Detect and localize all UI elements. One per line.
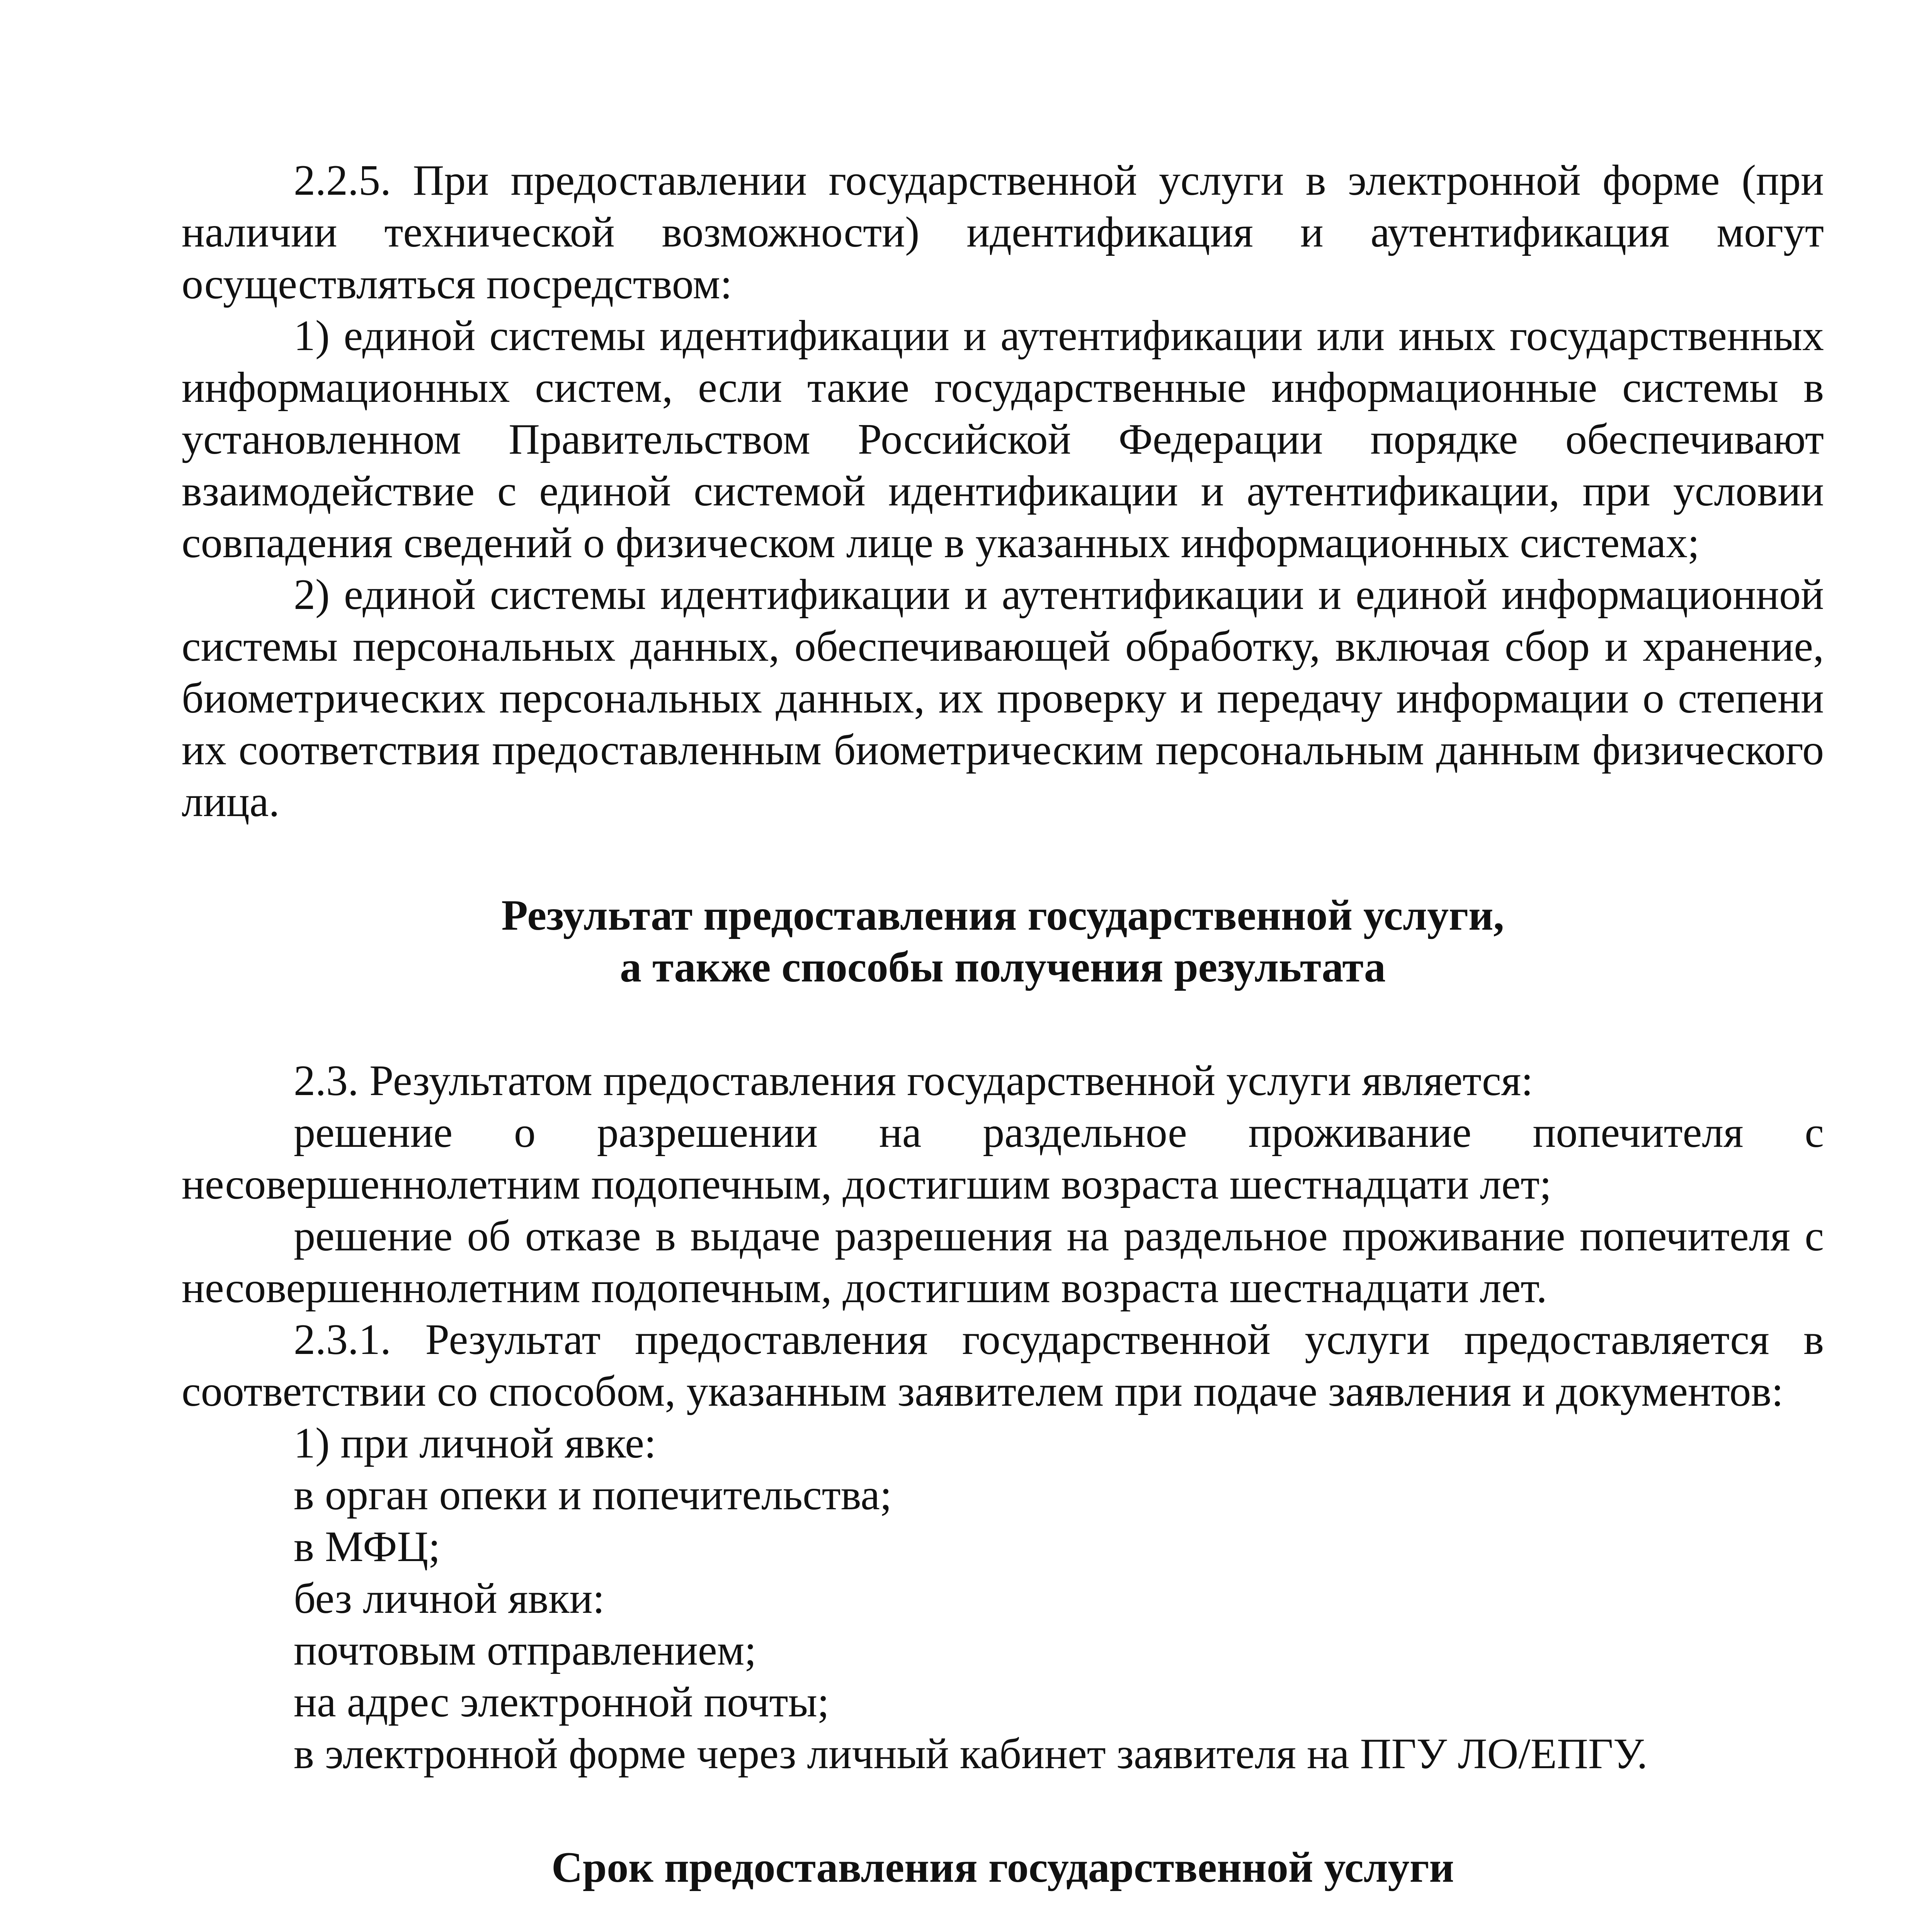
- paragraph-2-2-5-item-1: 1) единой системы идентификации и аутентификации или иных государственных информационных систем, если такие государственные информационные системы в установленном Правительством Российской Федерации порядке обеспечивают взаимодействие с единой системой идентификации и аутентификации, при условии совпадения сведений о физическом лице в указанных информационных системах;: [182, 312, 1824, 567]
- paragraph-2-2-5-item-2: 2) единой системы идентификации и аутентификации и единой информационной системы персональных данных, обеспечивающей обработку, включая сбор и хранение, биометрических персональных данных, их проверку и передачу информации о степени их соответствия предоставленным биометрическим персональным данным физического лица.: [182, 571, 1824, 826]
- document-page: [182, 155, 1824, 1932]
- list-item: в МФЦ;: [294, 1523, 441, 1571]
- list-item: на адрес электронной почты;: [294, 1678, 829, 1726]
- list-item: почтовым отправлением;: [294, 1626, 757, 1674]
- heading-result: [182, 889, 1824, 993]
- list-item: 1) при личной явке:: [294, 1419, 657, 1467]
- paragraph-2-2-5: 2.2.5. При предоставлении государственной услуги в электронной форме (при наличии технической возможности) идентификация и аутентификация могут осуществляться посредством:: [182, 156, 1824, 308]
- paragraph-2-3-decision-refusal: решение об отказе в выдаче разрешения на раздельное проживание попечителя с несовершеннолетним подопечным, достигшим возраста шестнадцати лет.: [182, 1212, 1824, 1312]
- heading-term: Срок предоставления государственной услуги: [551, 1844, 1454, 1891]
- list-item: в электронной форме через личный кабинет заявителя на ПГУ ЛО/ЕПГУ.: [294, 1730, 1648, 1778]
- list-item: в орган опеки и попечительства;: [294, 1471, 892, 1519]
- heading-result-line-2: а также способы получения результата: [620, 943, 1386, 991]
- paragraph-2-3-1: 2.3.1. Результат предоставления государственной услуги предоставляется в соответствии со способом, указанным заявителем при подаче заявления и документов:: [182, 1316, 1824, 1415]
- paragraph-2-3: 2.3. Результатом предоставления государственной услуги является:: [294, 1057, 1533, 1105]
- heading-result-line-1: Результат предоставления государственной услуги,: [501, 891, 1504, 939]
- paragraph-2-3-decision-permit: решение о разрешении на раздельное проживание попечителя с несовершеннолетним подопечным, достигшим возраста шестнадцати лет;: [182, 1109, 1824, 1208]
- list-item: без личной явки:: [294, 1575, 605, 1622]
